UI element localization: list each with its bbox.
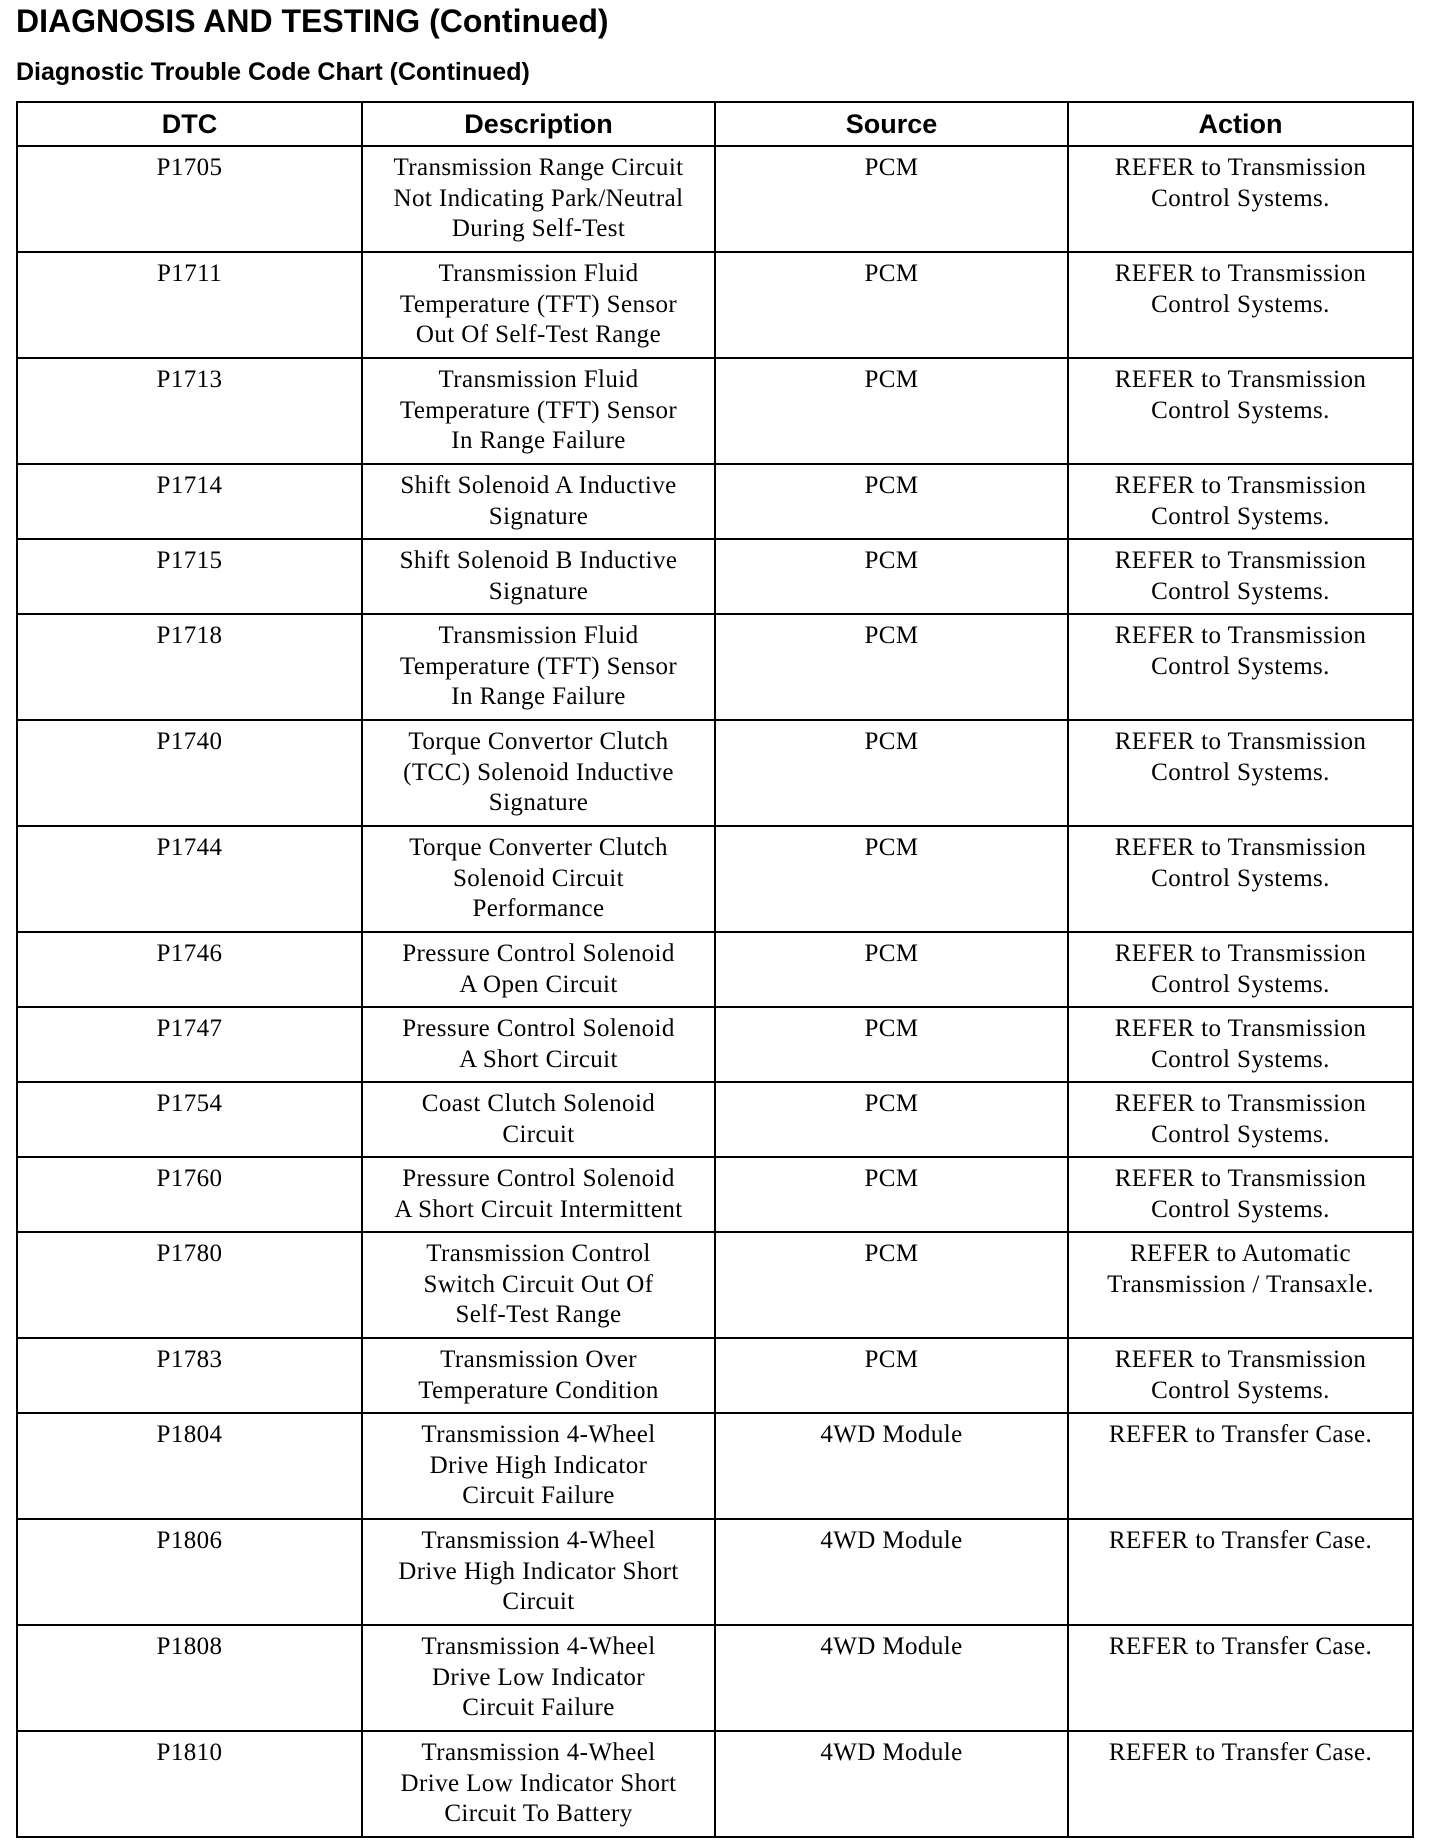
description-line: Transmission Control (426, 1240, 651, 1267)
action-cell (1068, 826, 1413, 932)
description-line: Pressure Control Solenoid (402, 1165, 675, 1192)
column-header-dtc: DTC (17, 102, 362, 146)
action-line: REFER to Transmission (1114, 547, 1367, 574)
description-line: Shift Solenoid B Inductive (399, 547, 678, 574)
description-line: A Open Circuit (459, 970, 618, 998)
table-row (17, 720, 1413, 826)
description-line: Out Of Self-Test Range (415, 321, 662, 348)
action-line: Control Systems. (1151, 970, 1330, 998)
description-cell (362, 358, 715, 464)
action-cell (1068, 1519, 1413, 1625)
dtc-code-cell: P1754 (17, 1082, 362, 1157)
description-cell (362, 826, 715, 932)
description-cell (362, 464, 715, 539)
description-line: Transmission Fluid (438, 260, 639, 287)
description-line: Transmission Fluid (438, 622, 639, 649)
column-header-description: Description (362, 102, 715, 146)
description-line: Transmission Range Circuit (393, 154, 684, 181)
action-line: REFER to Transmission (1114, 1090, 1367, 1117)
action-line: REFER to Transmission (1114, 472, 1367, 499)
description-line: Temperature Condition (418, 1376, 659, 1404)
dtc-code-cell: P1810 (17, 1731, 362, 1837)
description-cell (362, 1082, 715, 1157)
dtc-code-cell: P1780 (17, 1232, 362, 1338)
source-cell: PCM (715, 826, 1068, 932)
description-line: Temperature (TFT) Sensor (399, 396, 678, 424)
description-line: In Range Failure (451, 683, 626, 710)
description-cell (362, 1519, 715, 1625)
action-cell (1068, 464, 1413, 539)
source-cell: 4WD Module (715, 1731, 1068, 1837)
table-row (17, 464, 1413, 539)
table-row (17, 1731, 1413, 1837)
source-cell: PCM (715, 539, 1068, 614)
description-line: Performance (472, 895, 605, 922)
dtc-code-cell: P1744 (17, 826, 362, 932)
description-line: Temperature (TFT) Sensor (399, 290, 678, 318)
table-row (17, 1007, 1413, 1082)
column-header-action: Action (1068, 102, 1413, 146)
description-cell (362, 1731, 715, 1837)
action-line: REFER to Transmission (1114, 940, 1367, 967)
table-body (17, 146, 1413, 1837)
action-cell (1068, 539, 1413, 614)
dtc-code-cell: P1718 (17, 614, 362, 720)
dtc-code-cell: P1740 (17, 720, 362, 826)
dtc-code-cell: P1746 (17, 932, 362, 1007)
action-line: Control Systems. (1151, 1195, 1330, 1223)
action-line: REFER to Transmission (1114, 834, 1367, 861)
table-row (17, 1232, 1413, 1338)
dtc-code-cell: P1760 (17, 1157, 362, 1232)
chart-title: Diagnostic Trouble Code Chart (Continued) (16, 58, 530, 86)
action-line: REFER to Transfer Case. (1108, 1633, 1373, 1660)
action-cell (1068, 1625, 1413, 1731)
description-cell (362, 1232, 715, 1338)
description-line: Coast Clutch Solenoid (421, 1090, 656, 1117)
action-line: Control Systems. (1151, 1120, 1330, 1148)
table-row (17, 539, 1413, 614)
dtc-code-cell: P1705 (17, 146, 362, 252)
dtc-code-cell: P1714 (17, 464, 362, 539)
description-cell (362, 614, 715, 720)
action-line: Control Systems. (1151, 864, 1330, 892)
dtc-code-cell: P1711 (17, 252, 362, 358)
action-line: Control Systems. (1151, 758, 1330, 786)
description-cell (362, 1007, 715, 1082)
description-cell (362, 146, 715, 252)
action-line: Control Systems. (1151, 652, 1330, 680)
dtc-code-cell: P1804 (17, 1413, 362, 1519)
description-line: Circuit (502, 1120, 575, 1148)
table-row (17, 1338, 1413, 1413)
description-line: Transmission 4-Wheel (421, 1421, 656, 1448)
description-line: Circuit Failure (462, 1482, 615, 1509)
dtc-code-cell: P1806 (17, 1519, 362, 1625)
description-line: (TCC) Solenoid Inductive (403, 758, 674, 786)
action-line: REFER to Transmission (1114, 1015, 1367, 1042)
page-title: DIAGNOSIS AND TESTING (Continued) (16, 3, 609, 39)
description-cell (362, 252, 715, 358)
description-line: Torque Converter Clutch (409, 834, 668, 861)
description-line: Solenoid Circuit (453, 864, 624, 892)
description-line: Temperature (TFT) Sensor (399, 652, 678, 680)
table-row (17, 932, 1413, 1007)
action-line: REFER to Transmission (1114, 366, 1367, 393)
action-cell (1068, 1338, 1413, 1413)
description-line: Torque Convertor Clutch (408, 728, 669, 755)
action-cell (1068, 1007, 1413, 1082)
description-line: Transmission Fluid (438, 366, 639, 393)
table-row (17, 1157, 1413, 1232)
column-header-source: Source (715, 102, 1068, 146)
description-line: Self-Test Range (455, 1301, 622, 1328)
description-line: Signature (488, 502, 589, 530)
description-cell (362, 1413, 715, 1519)
description-cell (362, 720, 715, 826)
description-line: A Short Circuit (459, 1045, 618, 1073)
description-line: Switch Circuit Out Of (423, 1270, 654, 1298)
source-cell: 4WD Module (715, 1413, 1068, 1519)
source-cell: PCM (715, 614, 1068, 720)
description-line: During Self-Test (451, 215, 626, 242)
description-line: In Range Failure (451, 427, 626, 454)
source-cell: PCM (715, 932, 1068, 1007)
dtc-code-cell: P1808 (17, 1625, 362, 1731)
action-cell (1068, 252, 1413, 358)
action-line: REFER to Transmission (1114, 1346, 1367, 1373)
action-line: REFER to Transmission (1114, 260, 1367, 287)
description-line: Shift Solenoid A Inductive (400, 472, 677, 499)
source-cell: 4WD Module (715, 1625, 1068, 1731)
description-cell (362, 1625, 715, 1731)
description-line: Transmission 4-Wheel (421, 1739, 656, 1766)
dtc-code-cell: P1783 (17, 1338, 362, 1413)
description-line: Drive High Indicator (429, 1451, 648, 1479)
action-line: Control Systems. (1151, 1045, 1330, 1073)
action-cell (1068, 1413, 1413, 1519)
dtc-chart-table (16, 101, 1414, 1838)
table-row (17, 1413, 1413, 1519)
action-cell (1068, 1082, 1413, 1157)
source-cell: 4WD Module (715, 1519, 1068, 1625)
source-cell: PCM (715, 1157, 1068, 1232)
table-row (17, 1625, 1413, 1731)
action-line: REFER to Transmission (1114, 728, 1367, 755)
action-line: REFER to Transfer Case. (1108, 1527, 1373, 1554)
description-line: Drive Low Indicator Short (400, 1769, 677, 1797)
description-line: Transmission Over (440, 1346, 637, 1373)
table-row (17, 826, 1413, 932)
description-line: Pressure Control Solenoid (402, 940, 675, 967)
action-line: Control Systems. (1151, 1376, 1330, 1404)
source-cell: PCM (715, 252, 1068, 358)
action-cell (1068, 146, 1413, 252)
source-cell: PCM (715, 1232, 1068, 1338)
action-cell (1068, 1157, 1413, 1232)
dtc-code-cell: P1713 (17, 358, 362, 464)
description-line: Transmission 4-Wheel (421, 1633, 656, 1660)
action-line: REFER to Transmission (1114, 622, 1367, 649)
table-header-row (17, 102, 1413, 146)
description-line: Not Indicating Park/Neutral (393, 184, 684, 212)
dtc-code-cell: P1715 (17, 539, 362, 614)
action-line: Control Systems. (1151, 290, 1330, 318)
description-line: Circuit (502, 1588, 575, 1615)
action-cell (1068, 932, 1413, 1007)
description-line: Transmission 4-Wheel (421, 1527, 656, 1554)
action-line: REFER to Transmission (1114, 1165, 1367, 1192)
description-line: Drive Low Indicator (431, 1663, 646, 1691)
description-line: A Short Circuit Intermittent (394, 1195, 683, 1223)
description-cell (362, 539, 715, 614)
description-line: Circuit To Battery (444, 1800, 633, 1827)
description-line: Pressure Control Solenoid (402, 1015, 675, 1042)
description-line: Signature (488, 577, 589, 605)
source-cell: PCM (715, 720, 1068, 826)
description-line: Drive High Indicator Short (398, 1557, 679, 1585)
source-cell: PCM (715, 1007, 1068, 1082)
action-cell (1068, 358, 1413, 464)
source-cell: PCM (715, 1082, 1068, 1157)
action-line: Control Systems. (1151, 577, 1330, 605)
action-cell (1068, 614, 1413, 720)
description-line: Signature (488, 789, 589, 816)
description-line: Circuit Failure (462, 1694, 615, 1721)
source-cell: PCM (715, 358, 1068, 464)
description-cell (362, 932, 715, 1007)
action-line: Transmission / Transaxle. (1107, 1270, 1374, 1298)
action-line: REFER to Transmission (1114, 154, 1367, 181)
action-line: REFER to Transfer Case. (1108, 1421, 1373, 1448)
source-cell: PCM (715, 146, 1068, 252)
description-cell (362, 1157, 715, 1232)
action-line: Control Systems. (1151, 396, 1330, 424)
action-line: Control Systems. (1151, 502, 1330, 530)
table-row (17, 1519, 1413, 1625)
action-cell (1068, 1232, 1413, 1338)
table-row (17, 146, 1413, 252)
action-cell (1068, 720, 1413, 826)
dtc-code-cell: P1747 (17, 1007, 362, 1082)
table-row (17, 358, 1413, 464)
source-cell: PCM (715, 464, 1068, 539)
table-row (17, 1082, 1413, 1157)
action-line: REFER to Automatic (1129, 1240, 1352, 1267)
action-line: REFER to Transfer Case. (1108, 1739, 1373, 1766)
table-row (17, 614, 1413, 720)
description-cell (362, 1338, 715, 1413)
action-cell (1068, 1731, 1413, 1837)
source-cell: PCM (715, 1338, 1068, 1413)
table-row (17, 252, 1413, 358)
action-line: Control Systems. (1151, 184, 1330, 212)
